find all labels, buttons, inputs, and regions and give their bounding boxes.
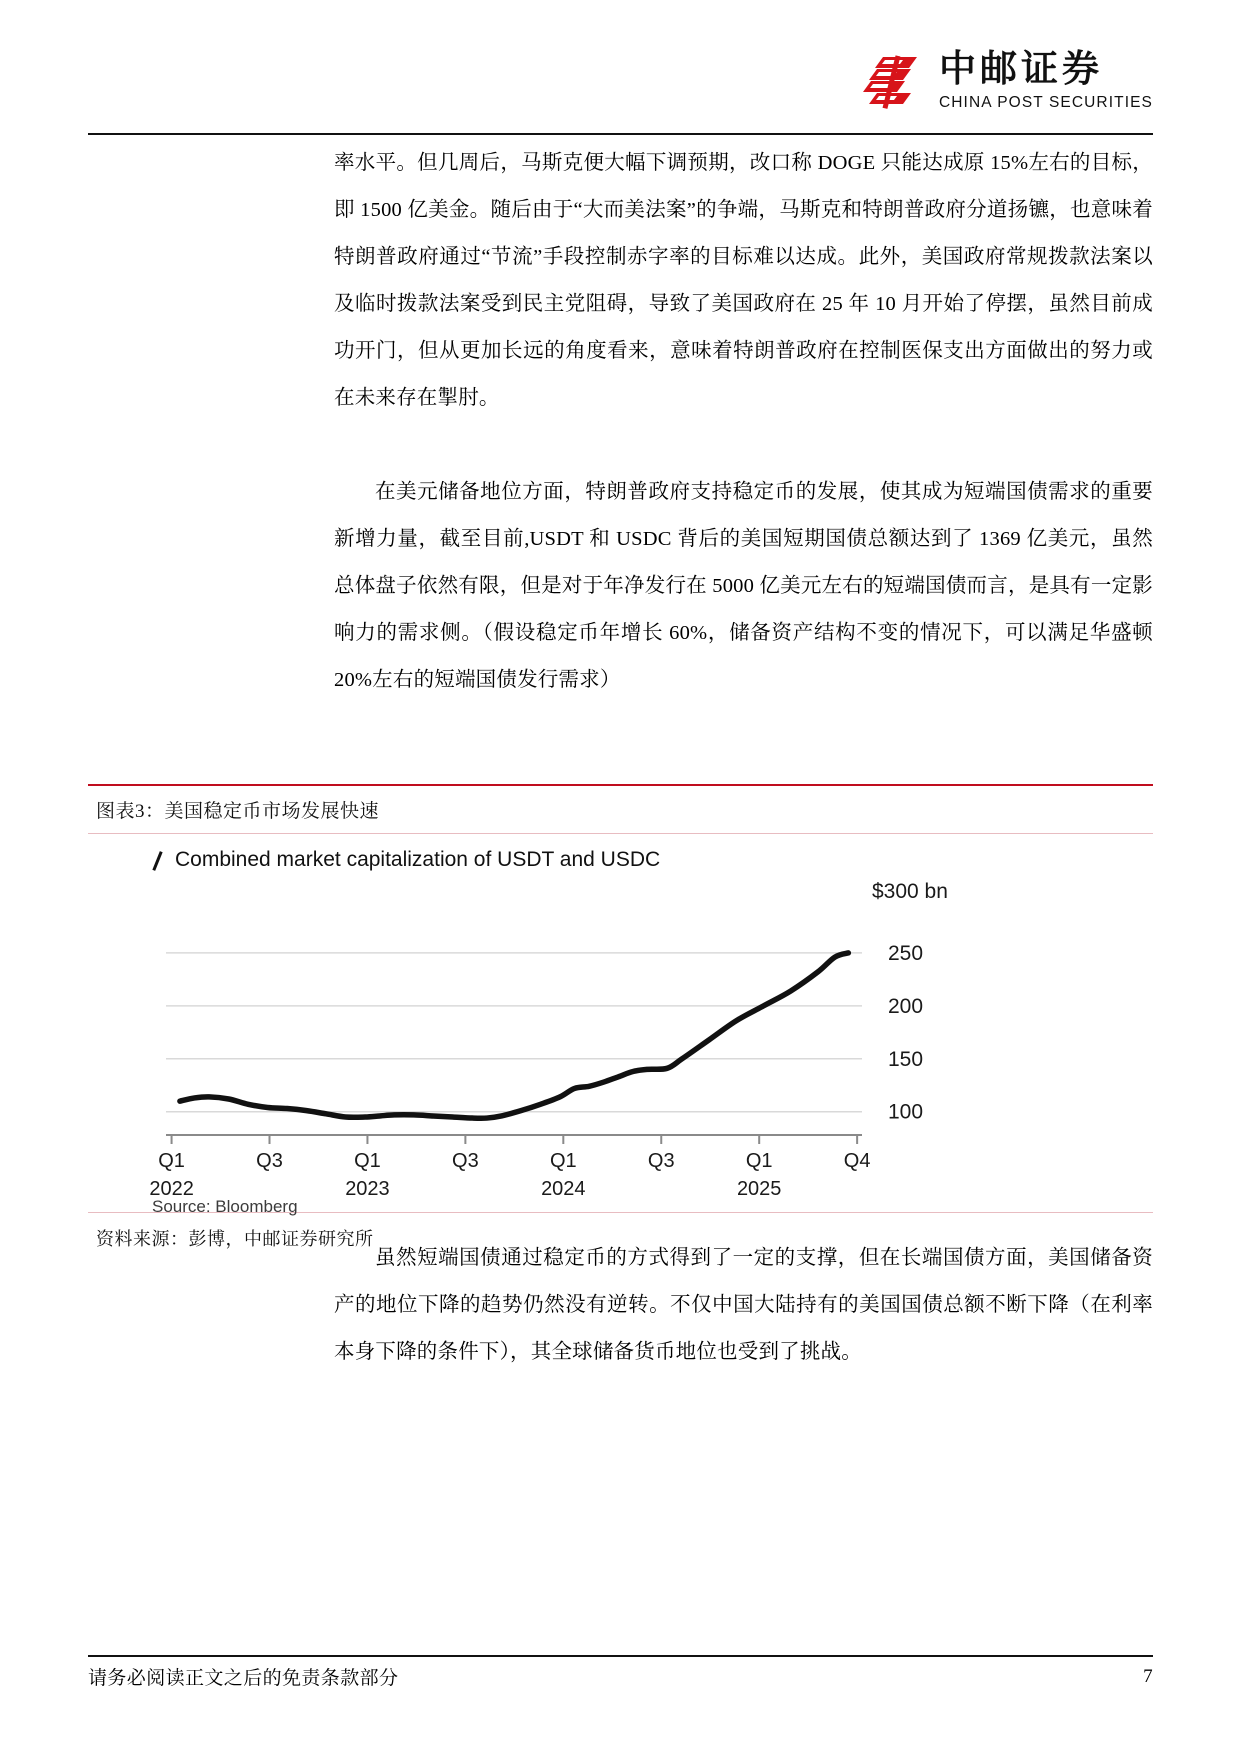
figure-block xyxy=(88,784,1153,1251)
y-tick-label: 100 xyxy=(888,1100,924,1124)
x-tick-year-label: 2023 xyxy=(345,1178,390,1200)
chart-title-text: Combined market capitalization of USDT and USDC xyxy=(175,848,661,871)
footer-divider xyxy=(88,1655,1153,1657)
figure-caption: 图表3：美国稳定币市场发展快速 xyxy=(96,801,380,822)
x-tick-year-label: 2024 xyxy=(541,1178,586,1200)
x-tick-label: Q3 xyxy=(452,1150,479,1172)
chart-x-tick-labels xyxy=(149,1150,870,1200)
slash-mark-icon xyxy=(150,851,164,869)
page-header xyxy=(88,48,1153,134)
x-tick-label: Q3 xyxy=(647,1150,675,1172)
page-footer xyxy=(88,1663,1153,1690)
chart-y-tick-labels xyxy=(872,880,948,1124)
figure-body xyxy=(88,834,1153,1216)
chart-container xyxy=(149,848,990,1216)
document-body xyxy=(88,140,1153,704)
x-tick-label: Q1 xyxy=(745,1150,773,1172)
document-body-tail xyxy=(88,1235,1153,1376)
footer-disclaimer: 请务必阅读正文之后的免责条款部分 xyxy=(88,1668,399,1689)
y-tick-label: 250 xyxy=(888,941,924,965)
paragraph-2: 在美元储备地位方面，特朗普政府支持稳定币的发展，使其成为短端国债需求的重要新增力量，截至目前,USDT 和 USDC 背后的美国短期国债总额达到了 1369 亿美元，虽然总体盘子依然有限，但是对于年净发行在 5000 亿美元左右的短端国债而言，是具有一定影响力的需求侧。（假设稳定币年增长 60%，储备资产结构不变的情况下，可以满足华盛顿 20%左右的短端国债发行需求） xyxy=(334,481,1153,691)
paragraph-1: 率水平。但几周后，马斯克便大幅下调预期，改口称 DOGE 只能达成原 15%左右的目标，即 1500 亿美金。随后由于“大而美法案”的争端，马斯克和特朗普政府分道扬镳，也意味着特朗普政府通过“节流”手段控制赤字率的目标难以达成。此外，美国政府常规拨款法案以及临时拨款法案受到民主党阻碍，导致了美国政府在 25 年 10 月开始了停摆，虽然目前成功开门，但从更加长远的角度看来，意味着特朗普政府在控制医保支出方面做出的努力或在未来存在掣肘。 xyxy=(334,152,1153,409)
company-name-cn: 中邮证券 xyxy=(938,48,1103,89)
chart-gridlines xyxy=(166,953,862,1112)
chart-title-row xyxy=(150,848,990,872)
header-divider xyxy=(88,133,1153,135)
company-name-en: CHINA POST SECURITIES xyxy=(938,93,1153,111)
chart-line-series xyxy=(180,953,848,1118)
figure-source-note: 资料来源：彭博，中邮证券研究所 xyxy=(96,1229,374,1249)
chart-source-note: Source: Bloomberg xyxy=(152,1197,298,1216)
china-post-logo-icon xyxy=(861,51,923,113)
paragraph-3: 虽然短端国债通过稳定币的方式得到了一定的支撑，但在长端国债方面，美国储备资产的地位下降的趋势仍然没有逆转。不仅中国大陆持有的美国国债总额不断下降（在利率本身下降的条件下），其全球储备货币地位也受到了挑战。 xyxy=(334,1247,1153,1363)
y-tick-label: 150 xyxy=(888,1047,924,1071)
paragraph-spacer xyxy=(88,422,1153,469)
logo-text-block xyxy=(939,48,1153,112)
x-tick-label: Q1 xyxy=(158,1150,185,1172)
x-tick-label: Q1 xyxy=(354,1150,381,1172)
x-tick-year-label: 2022 xyxy=(149,1178,194,1200)
x-tick-label: Q4 xyxy=(843,1150,871,1172)
chart-x-ticks xyxy=(172,1135,858,1144)
chart-plot xyxy=(149,878,990,1200)
y-tick-label: 200 xyxy=(888,994,924,1018)
footer-page-number: 7 xyxy=(1143,1665,1153,1687)
company-logo xyxy=(861,48,1153,113)
y-axis-unit-label: $300 bn xyxy=(872,880,948,903)
x-tick-label: Q3 xyxy=(256,1150,283,1172)
x-tick-year-label: 2025 xyxy=(736,1178,782,1200)
x-tick-label: Q1 xyxy=(549,1150,577,1172)
